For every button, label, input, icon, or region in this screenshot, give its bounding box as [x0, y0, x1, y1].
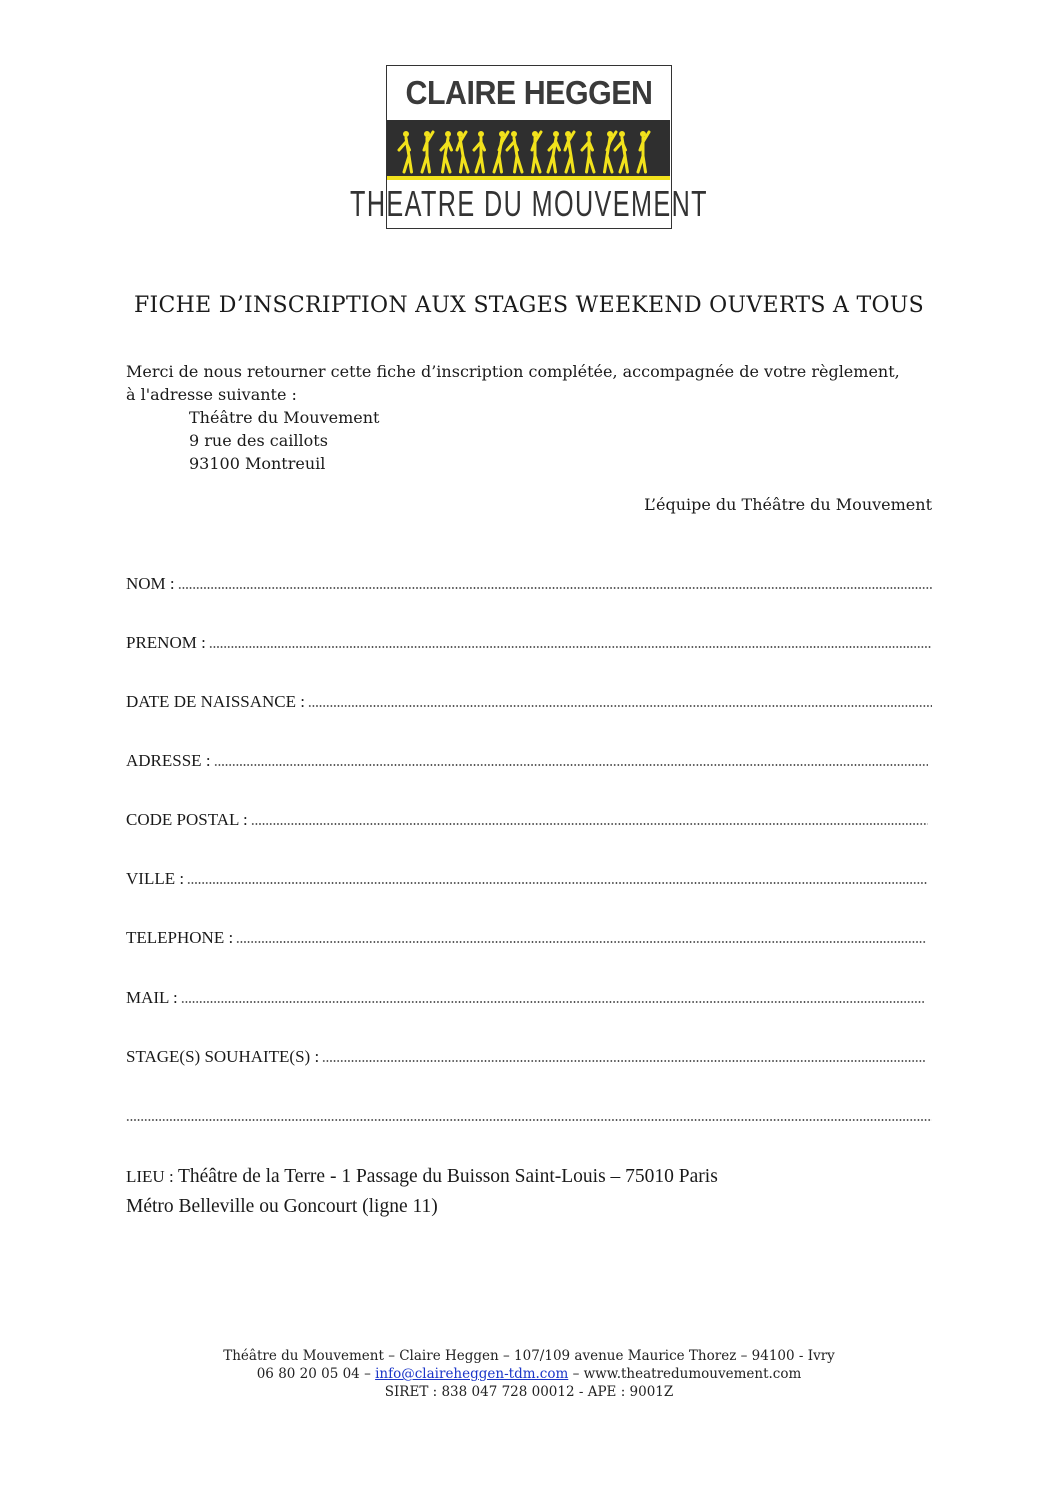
stages-dotted-line[interactable] — [322, 1059, 926, 1063]
code-postal-label: CODE POSTAL : — [126, 810, 248, 829]
stages-extra-dotted-line[interactable] — [126, 1118, 932, 1122]
ville-label: VILLE : — [126, 869, 185, 888]
address-line-2: 9 rue des caillots — [189, 431, 328, 450]
date-naissance-field[interactable] — [126, 690, 932, 712]
stages-field[interactable] — [126, 1045, 926, 1067]
dancers-illustration — [387, 120, 670, 180]
adresse-label: ADRESSE : — [126, 751, 211, 770]
signature: L’équipe du Théâtre du Mouvement — [644, 495, 932, 514]
prenom-dotted-line[interactable] — [209, 645, 932, 649]
ville-field[interactable] — [126, 867, 928, 889]
stages-extra-line[interactable] — [126, 1104, 932, 1126]
code-postal-dotted-line[interactable] — [251, 822, 928, 826]
ville-dotted-line[interactable] — [187, 881, 928, 885]
mail-dotted-line[interactable] — [181, 1000, 924, 1004]
page-footer — [0, 1347, 1058, 1401]
intro-line-1: Merci de nous retourner cette fiche d’inscription complétée, accompagnée de votre règlement, — [126, 362, 900, 381]
telephone-dotted-line[interactable] — [236, 940, 926, 944]
lieu-address: Théâtre de la Terre - 1 Passage du Buisson Saint-Louis – 75010 Paris — [177, 1166, 718, 1187]
prenom-label: PRENOM : — [126, 633, 206, 652]
lieu-block — [126, 1162, 718, 1222]
lieu-line — [126, 1162, 718, 1192]
footer-phone: 06 80 20 05 04 – — [256, 1366, 376, 1382]
logo-top-text: CLAIRE HEGGEN — [405, 74, 653, 111]
date-naissance-dotted-line[interactable] — [308, 704, 932, 708]
adresse-dotted-line[interactable] — [214, 763, 928, 767]
address-line-1: Théâtre du Mouvement — [189, 408, 380, 427]
footer-address: Théâtre du Mouvement – Claire Heggen – 107/109 avenue Maurice Thorez – 94100 - Ivry — [223, 1348, 835, 1364]
footer-email-link[interactable]: info@claireheggen-tdm.com — [375, 1366, 569, 1382]
date-naissance-label: DATE DE NAISSANCE : — [126, 692, 305, 711]
page-title: FICHE D’INSCRIPTION AUX STAGES WEEKEND OUVERTS A TOUS — [133, 293, 925, 318]
adresse-field[interactable] — [126, 749, 928, 771]
footer-contact — [0, 1365, 1058, 1383]
mail-field[interactable] — [126, 986, 924, 1008]
prenom-field[interactable] — [126, 631, 932, 653]
nom-label: NOM : — [126, 574, 175, 593]
nom-field[interactable] — [126, 572, 932, 594]
code-postal-field[interactable] — [126, 808, 928, 830]
footer-website: – www.theatredumouvement.com — [568, 1366, 802, 1382]
nom-dotted-line[interactable] — [178, 586, 932, 590]
telephone-field[interactable] — [126, 926, 926, 948]
lieu-metro: Métro Belleville ou Goncourt (ligne 11) — [126, 1196, 438, 1217]
intro-line-2: à l'adresse suivante : — [126, 385, 297, 404]
address-line-3: 93100 Montreuil — [189, 454, 326, 473]
lieu-label: LIEU : — [126, 1167, 178, 1186]
intro-paragraph — [126, 360, 946, 475]
mail-label: MAIL : — [126, 988, 178, 1007]
logo-bottom-text: THEATRE DU MOUVEMENT — [350, 183, 708, 224]
stages-label: STAGE(S) SOUHAITE(S) : — [126, 1047, 320, 1066]
footer-siret: SIRET : 838 047 728 00012 - APE : 9001Z — [384, 1384, 674, 1400]
telephone-label: TELEPHONE : — [126, 928, 234, 947]
company-logo — [350, 65, 708, 229]
